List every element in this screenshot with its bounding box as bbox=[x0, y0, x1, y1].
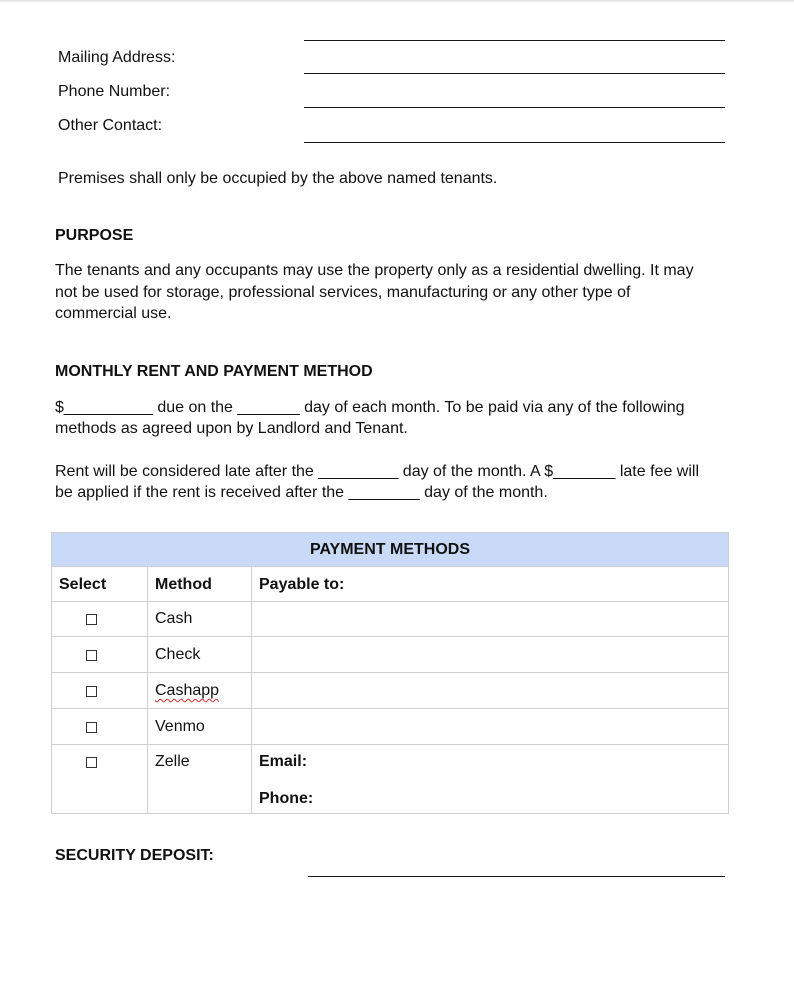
method-venmo: Venmo bbox=[155, 718, 205, 735]
table-divider bbox=[147, 567, 148, 814]
payment-methods-table bbox=[51, 532, 729, 814]
other-contact-line[interactable] bbox=[304, 142, 725, 143]
purpose-heading: PURPOSE bbox=[55, 227, 134, 244]
security-deposit-heading: SECURITY DEPOSIT: bbox=[55, 847, 214, 864]
checkbox-cashapp[interactable] bbox=[86, 686, 97, 697]
security-deposit-line[interactable] bbox=[308, 876, 725, 877]
column-header-payable-to: Payable to: bbox=[259, 576, 345, 593]
checkbox-zelle[interactable] bbox=[86, 757, 97, 768]
table-divider bbox=[52, 744, 728, 745]
phone-number-line[interactable] bbox=[304, 107, 725, 108]
method-zelle: Zelle bbox=[155, 753, 190, 770]
checkbox-venmo[interactable] bbox=[86, 722, 97, 733]
column-header-select: Select bbox=[59, 576, 107, 593]
checkbox-check[interactable] bbox=[86, 650, 97, 661]
zelle-email-label: Email: bbox=[259, 753, 308, 770]
method-cash: Cash bbox=[155, 610, 193, 627]
checkbox-cash[interactable] bbox=[86, 614, 97, 625]
payable-to-cashapp-field[interactable] bbox=[252, 673, 728, 708]
page-top-shadow bbox=[0, 0, 794, 3]
blank-line-top[interactable] bbox=[304, 40, 725, 41]
rent-terms-line-1: $__________ due on the _______ day of each month. To be paid via any of the following bbox=[55, 399, 685, 416]
spellcheck-underline: Cashapp bbox=[155, 682, 220, 699]
zelle-phone-label: Phone: bbox=[259, 790, 314, 807]
late-fee-line-1: Rent will be considered late after the _________ day of the month. A $_______ late fee will bbox=[55, 463, 699, 480]
payable-to-cash-field[interactable] bbox=[252, 602, 728, 636]
column-header-method: Method bbox=[155, 576, 212, 593]
payable-to-venmo-field[interactable] bbox=[252, 709, 728, 744]
payment-methods-title: PAYMENT METHODS bbox=[52, 533, 728, 567]
method-cashapp bbox=[155, 681, 219, 701]
mailing-address-line[interactable] bbox=[304, 73, 725, 74]
mailing-address-label: Mailing Address: bbox=[58, 49, 176, 66]
occupancy-note: Premises shall only be occupied by the above named tenants. bbox=[58, 170, 498, 187]
rent-heading: MONTHLY RENT AND PAYMENT METHOD bbox=[55, 363, 373, 380]
phone-number-label: Phone Number: bbox=[58, 83, 171, 100]
method-check: Check bbox=[155, 646, 201, 663]
payable-to-check-field[interactable] bbox=[252, 637, 728, 672]
late-fee-line-2: be applied if the rent is received after the ________ day of the month. bbox=[55, 484, 548, 501]
other-contact-label: Other Contact: bbox=[58, 117, 163, 134]
purpose-body: The tenants and any occupants may use the property only as a residential dwelling. It may not be used for storage, professional services, manufacturing or any other type of commercial use. bbox=[55, 262, 694, 322]
rent-terms-line-2: methods as agreed upon by Landlord and Tenant. bbox=[55, 420, 408, 437]
